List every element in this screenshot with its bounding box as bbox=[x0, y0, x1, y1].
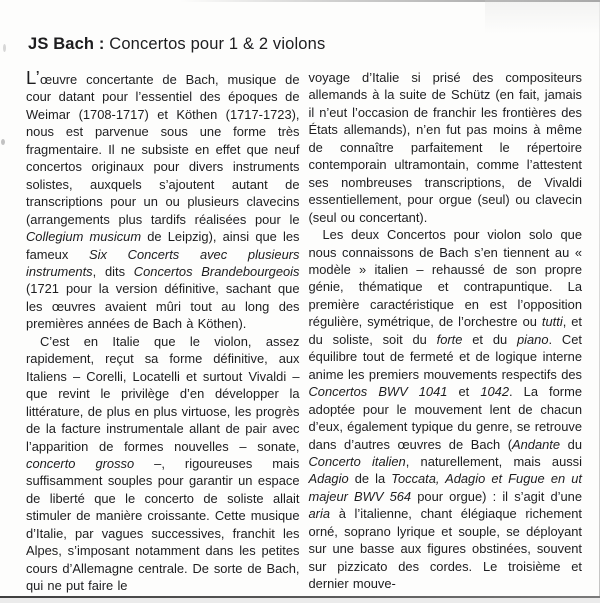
title-work: Concertos pour 1 & 2 violons bbox=[109, 35, 326, 53]
text-run: pour orgue) : il s’agit d’une bbox=[411, 488, 582, 504]
text-run: Concertos Brandebourgeois bbox=[133, 263, 300, 279]
text-run: C’est en Italie que le violon, assez rapidement, reçut sa forme définitive, aux Italiens – Corelli, Locatelli et surtout Vivaldi – que revint le privilège d’en développer la littérature, de plus en plus virtuose, les progrès de la facture instrumentale allant de pair avec l’apparition de formes nouvelles – sonate, bbox=[26, 333, 300, 454]
text-run: œuvre concertante de Bach, musique de cour datant pour l’essentiel des époques de Weimar (1708-1717) et Köthen (1717-1723), nous est parvenue sous une forme très fragmentaire. Il ne subsiste en effet que neuf concertos originaux pour divers instruments solistes, auxquels s’ajoutent autant de transcriptions pour un ou plusieurs clavecins (arrangements plus tardifs réalisées pour le bbox=[26, 72, 300, 227]
text-run: voyage d’Italie si prisé des compositeurs allemands à la suite de Schütz (en fait, jamais il n’eut l’occasion de franchir les frontières des États allemands), n’en fut pas moins à même de connaître parfaitement le répertoire contemporain ultramontain, comme l’attestent ses nombreuses transcriptions, de Vivaldi essentiellement, pour orgue (seul) ou clavecin (seul ou concertant). bbox=[308, 70, 582, 225]
text-column-left bbox=[26, 69, 300, 595]
scan-corner-shade bbox=[485, 0, 600, 34]
scan-edge-bottom-shadow bbox=[0, 598, 600, 603]
text-run: Six Concerts avec plusieurs instruments bbox=[26, 246, 300, 279]
lead-letter: L’ bbox=[26, 67, 40, 88]
text-run: de la bbox=[348, 471, 392, 487]
paragraph bbox=[309, 226, 583, 593]
text-run: Collegium musicum bbox=[26, 229, 142, 245]
paragraph bbox=[26, 69, 300, 333]
text-run: –, rigoureuses mais suffisamment souples pour garantir un espace de liberté que le concerto de soliste allait stimuler de manière croissante. Cette musique d’Italie, par vagues successives, franchit les Alpes, s’imposant notamment dans les petites cours d’Allemagne centrale. De sorte de Bach, qui ne put faire le bbox=[26, 455, 300, 594]
page-title bbox=[28, 35, 325, 54]
paragraph bbox=[309, 69, 583, 226]
text-column-right bbox=[309, 69, 583, 595]
text-run: Andante bbox=[512, 436, 561, 452]
title-composer: JS Bach : bbox=[28, 35, 105, 53]
text-run: à l’italienne, chant élégiaque richement orné, soprano lyrique et souple, se déployant sur une basse aux figures obstinées, souvent sur pizzicato des cordes. Le troisième et dernier mouve- bbox=[308, 506, 582, 592]
text-run: (1721 pour la version définitive, sachant que les œuvres avaient mûri tout au long des premières années de Bach à Köthen). bbox=[26, 281, 300, 332]
text-run: , naturellement, mais aussi bbox=[405, 453, 582, 469]
text-run: et bbox=[447, 384, 481, 400]
text-run: , et du soliste, soit du bbox=[308, 314, 582, 347]
text-run: et du bbox=[462, 331, 517, 347]
scan-speck bbox=[1, 139, 5, 145]
text-run: Adagio bbox=[308, 471, 349, 487]
text-run: de Leipzig), ainsi que les fameux bbox=[26, 229, 300, 262]
paragraph bbox=[26, 333, 300, 595]
text-run: . La forme adoptée pour le mouvement lent de chacun d’eux, également typique du genre, se retrouve dans d’autres œuvres de Bach ( bbox=[308, 384, 582, 452]
text-run: du bbox=[560, 436, 582, 452]
text-run: concerto grosso bbox=[26, 455, 135, 471]
scan-speck bbox=[3, 44, 6, 52]
text-run: aria bbox=[308, 506, 330, 522]
text-run: Toccata, Adagio et Fugue en ut majeur BWV 564 bbox=[308, 471, 582, 504]
text-columns bbox=[26, 69, 582, 595]
text-run: tutti bbox=[541, 314, 563, 330]
text-run: 1042 bbox=[480, 384, 509, 400]
text-run: , dits bbox=[92, 263, 134, 279]
text-run: piano bbox=[516, 331, 549, 347]
text-run: Concertos BWV 1041 bbox=[308, 384, 448, 400]
text-run: . Cet équilibre tout de fermeté et de logique interne anime les premiers mouvements respectifs des bbox=[308, 331, 582, 382]
text-run: Concerto italien bbox=[308, 453, 406, 469]
text-run: Les deux Concertos pour violon solo que nous connaissons de Bach s’en tiennent au « modèle » italien – rehaussé de son propre génie, thématique et contrapuntique. La première caractéristique en est l’opposition régulière, symétrique, de l’orchestre ou bbox=[308, 227, 582, 330]
text-run: forte bbox=[436, 331, 463, 347]
